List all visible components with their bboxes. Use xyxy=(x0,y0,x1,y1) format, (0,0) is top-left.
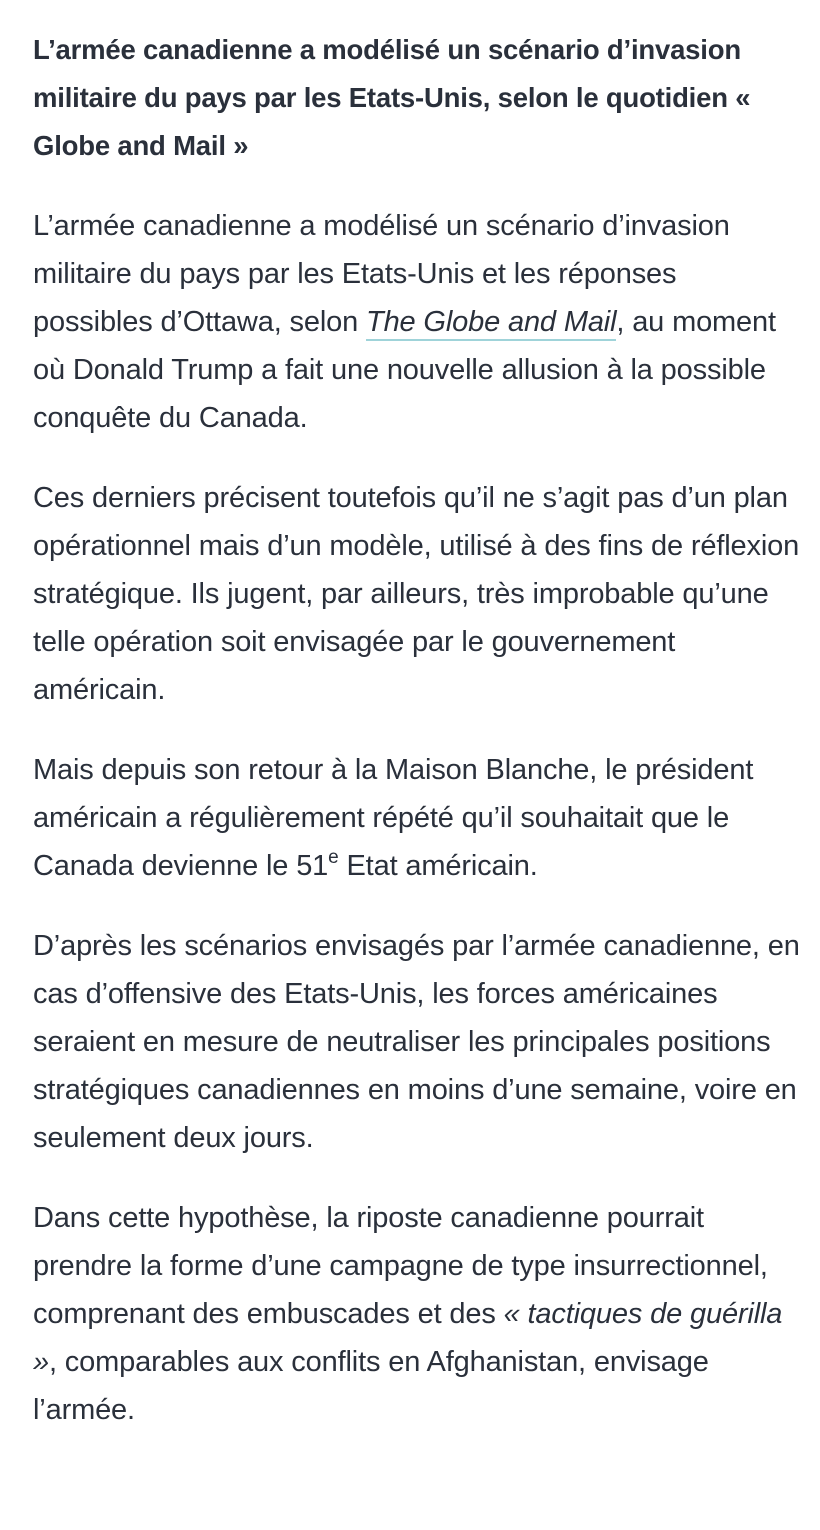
paragraph-5-text-start: Dans cette hypothèse, la riposte canadienne pourrait prendre la forme d’une campagne de type insurrectionnel, comprenant des embuscades et des xyxy=(33,1202,768,1330)
paragraph-3-text-start: Mais depuis son retour à la Maison Blanche, le président américain a régulièrement répété qu’il souhaitait que le Canada devienne le 51 xyxy=(33,754,754,882)
ordinal-superscript: e xyxy=(328,847,339,868)
paragraph-4: D’après les scénarios envisagés par l’armée canadienne, en cas d’offensive des Etats-Unis, les forces américaines seraient en mesure de neutraliser les principales positions stratégiques canadiennes en moins d’une semaine, voire en seulement deux jours. xyxy=(33,930,800,1154)
article-body xyxy=(33,26,803,1466)
paragraph-1-text-end: , au moment où Donald Trump a fait une nouvelle allusion à la possible conquête du Canada. xyxy=(33,306,776,434)
article-headline: L’armée canadienne a modélisé un scénario d’invasion militaire du pays par les Etats-Unis, selon le quotidien « Globe and Mail » xyxy=(33,34,751,161)
guerilla-quote: « tactiques de guérilla » xyxy=(33,1298,783,1378)
paragraph-1-text-start: L’armée canadienne a modélisé un scénario d’invasion militaire du pays par les Etats-Unis et les réponses possibles d’Ottawa, selon xyxy=(33,210,730,338)
paragraph-5 xyxy=(33,1194,803,1434)
globe-and-mail-link-text[interactable]: The Globe and Mail xyxy=(366,306,617,338)
paragraph-5-text-end: , comparables aux conflits en Afghanistan, envisage l’armée. xyxy=(33,1346,709,1426)
paragraph-2: Ces derniers précisent toutefois qu’il ne s’agit pas d’un plan opérationnel mais d’un modèle, utilisé à des fins de réflexion stratégique. Ils jugent, par ailleurs, très improbable qu’une telle opération soit envisagée par le gouvernement américain. xyxy=(33,482,800,706)
paragraph-3 xyxy=(33,746,803,890)
globe-and-mail-link[interactable] xyxy=(366,306,616,341)
paragraph-3-text-end: Etat américain. xyxy=(338,850,538,882)
paragraph-1 xyxy=(33,202,803,442)
